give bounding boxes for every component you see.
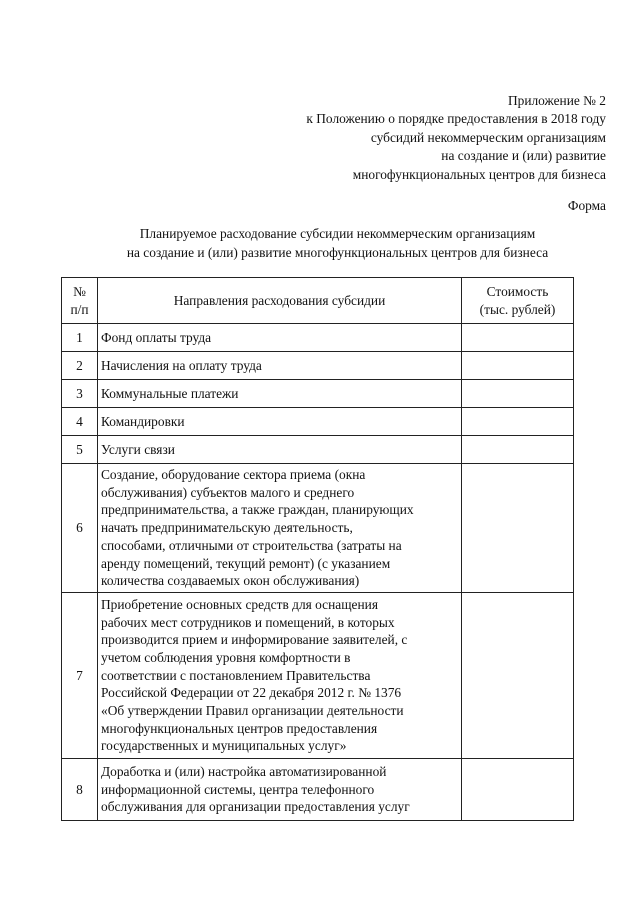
row-direction: Фонд оплаты труда (98, 324, 462, 352)
title-line-2: на создание и (или) развитие многофункциональных центров для бизнеса (126, 245, 549, 260)
row-cost (462, 380, 574, 408)
appendix-line-4: на создание и (или) развитие (441, 148, 606, 164)
appendix-header (306, 92, 606, 184)
table-row (62, 324, 574, 352)
document-title (60, 224, 615, 262)
appendix-line-2: к Положению о порядке предоставления в 2018 году (306, 111, 606, 127)
row-cost (462, 408, 574, 436)
table-row (62, 436, 574, 464)
table-row (62, 380, 574, 408)
table-row (62, 464, 574, 593)
row-cost (462, 324, 574, 352)
row-number: 3 (62, 380, 98, 408)
row-direction: Начисления на оплату труда (98, 352, 462, 380)
table-header-row (62, 278, 574, 324)
row-number: 7 (62, 593, 98, 759)
form-label: Форма (567, 198, 606, 213)
title-line-1: Планируемое расходование субсидии некоммерческим организациям (139, 226, 536, 241)
row-cost (462, 759, 574, 821)
row-direction: Услуги связи (98, 436, 462, 464)
row-number: 5 (62, 436, 98, 464)
appendix-line-3: субсидий некоммерческим организациям (370, 129, 606, 145)
header-cost: Стоимость (тыс. рублей) (462, 278, 574, 324)
row-direction: Создание, оборудование сектора приема (окна обслуживания) субъектов малого и среднего предпринимательства, а также граждан, планирующих начать предпринимательскую деятельность, способами, отличными от строительства (затраты на аренду помещений, текущий ремонт) (с указанием количества создаваемых окон обслуживания) (98, 464, 462, 593)
table-row (62, 759, 574, 821)
header-direction: Направления расходования субсидии (98, 278, 462, 324)
row-cost (462, 436, 574, 464)
table-row (62, 408, 574, 436)
table-body (62, 324, 574, 821)
appendix-number: Приложение № 2 (507, 93, 606, 108)
row-direction: Коммунальные платежи (98, 380, 462, 408)
table-row (62, 593, 574, 759)
row-number: 4 (62, 408, 98, 436)
row-direction: Командировки (98, 408, 462, 436)
header-num: № п/п (62, 278, 98, 324)
row-number: 1 (62, 324, 98, 352)
table-row (62, 352, 574, 380)
row-direction: Приобретение основных средств для оснащения рабочих мест сотрудников и помещений, в которых производится прием и информирование заявителей, с учетом соблюдения уровня комфортности в соответствии с постановлением Правительства Российской Федерации от 22 декабря 2012 г. № 1376 «Об утверждении Правил организации деятельности многофункциональных центров предоставления государственных и муниципальных услуг» (98, 593, 462, 759)
row-number: 8 (62, 759, 98, 821)
row-cost (462, 352, 574, 380)
appendix-line-5: многофункциональных центров для бизнеса (352, 166, 606, 182)
row-number: 6 (62, 464, 98, 593)
row-number: 2 (62, 352, 98, 380)
row-cost (462, 593, 574, 759)
row-cost (462, 464, 574, 593)
row-direction: Доработка и (или) настройка автоматизированной информационной системы, центра телефонного обслуживания для организации предоставления услуг (98, 759, 462, 821)
expenses-table (61, 277, 574, 821)
